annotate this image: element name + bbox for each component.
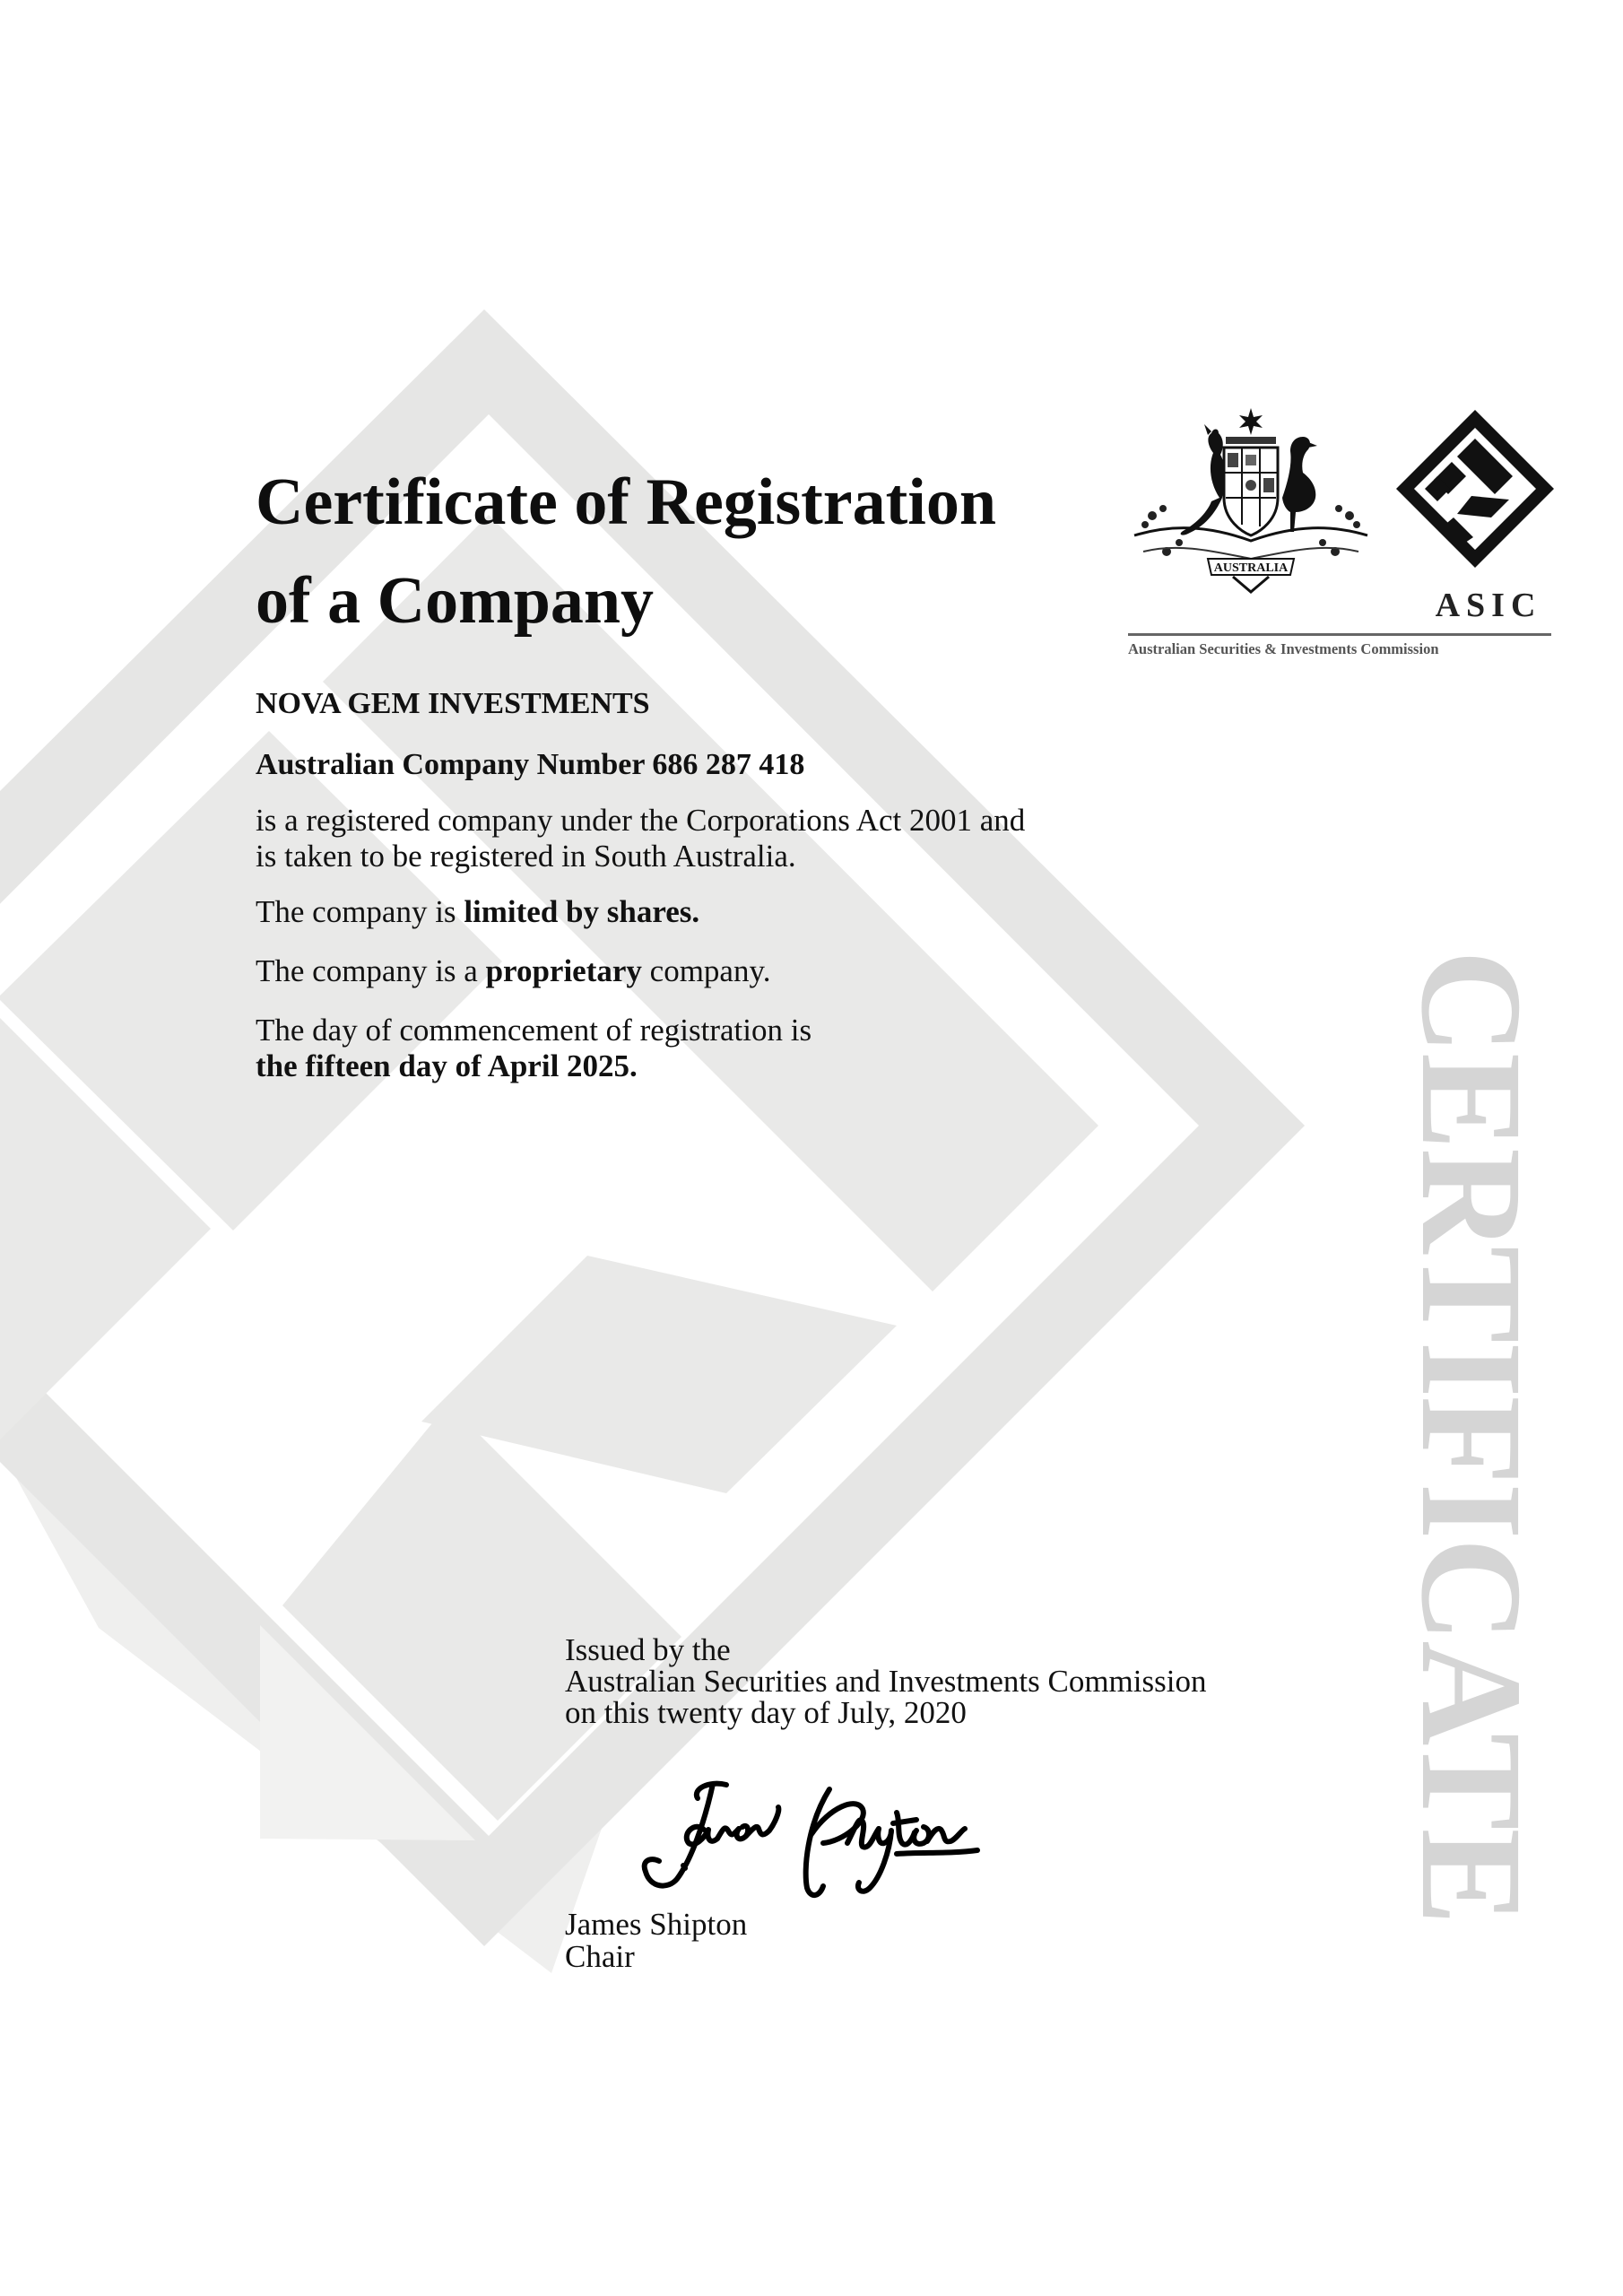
company-number: Australian Company Number 686 287 418 bbox=[256, 748, 805, 781]
title-line-1: Certificate of Registration bbox=[256, 465, 996, 539]
liability-statement bbox=[256, 894, 1134, 930]
registration-statement-line-1: is a registered company under the Corporations Act 2001 and bbox=[256, 803, 1026, 838]
asic-abbreviation: ASIC bbox=[1435, 587, 1542, 624]
asic-full-name: Australian Securities & Investments Commission bbox=[1128, 640, 1439, 657]
certificate-title bbox=[256, 453, 996, 650]
type-prefix: The company is a bbox=[256, 953, 486, 988]
type-value: proprietary bbox=[485, 953, 642, 988]
company-type-statement bbox=[256, 953, 1134, 989]
issuer-line-1: Issued by the bbox=[565, 1632, 731, 1667]
signatory-title: Chair bbox=[565, 1939, 635, 1974]
signatory-block bbox=[565, 1909, 747, 1973]
issuer-line-2: Australian Securities and Investments Commission bbox=[565, 1664, 1207, 1699]
side-watermark-word: CERTIFICATE bbox=[1391, 950, 1551, 1924]
registration-statement-line-2: is taken to be registered in South Australia. bbox=[256, 839, 796, 874]
title-line-2: of a Company bbox=[256, 564, 655, 638]
liability-value: limited by shares. bbox=[464, 894, 700, 929]
issuer-block bbox=[565, 1634, 1206, 1728]
signature bbox=[628, 1771, 1013, 1906]
coat-of-arms-icon bbox=[1125, 408, 1376, 596]
issuer-line-3: on this twenty day of July, 2020 bbox=[565, 1695, 967, 1730]
crest-ribbon-text: AUSTRALIA bbox=[1213, 561, 1289, 575]
signatory-name: James Shipton bbox=[565, 1907, 748, 1942]
logo-divider bbox=[1128, 633, 1551, 636]
asic-logo-icon bbox=[1394, 408, 1556, 578]
liability-prefix: The company is bbox=[256, 894, 464, 929]
commencement-date bbox=[256, 1048, 1134, 1084]
type-suffix: company. bbox=[641, 953, 771, 988]
certificate-body bbox=[256, 686, 1134, 1084]
commencement-date-value: the fifteen day of April 2025. bbox=[256, 1048, 638, 1083]
company-name: NOVA GEM INVESTMENTS bbox=[256, 687, 650, 720]
commencement-statement: The day of commencement of registration is bbox=[256, 1013, 812, 1048]
